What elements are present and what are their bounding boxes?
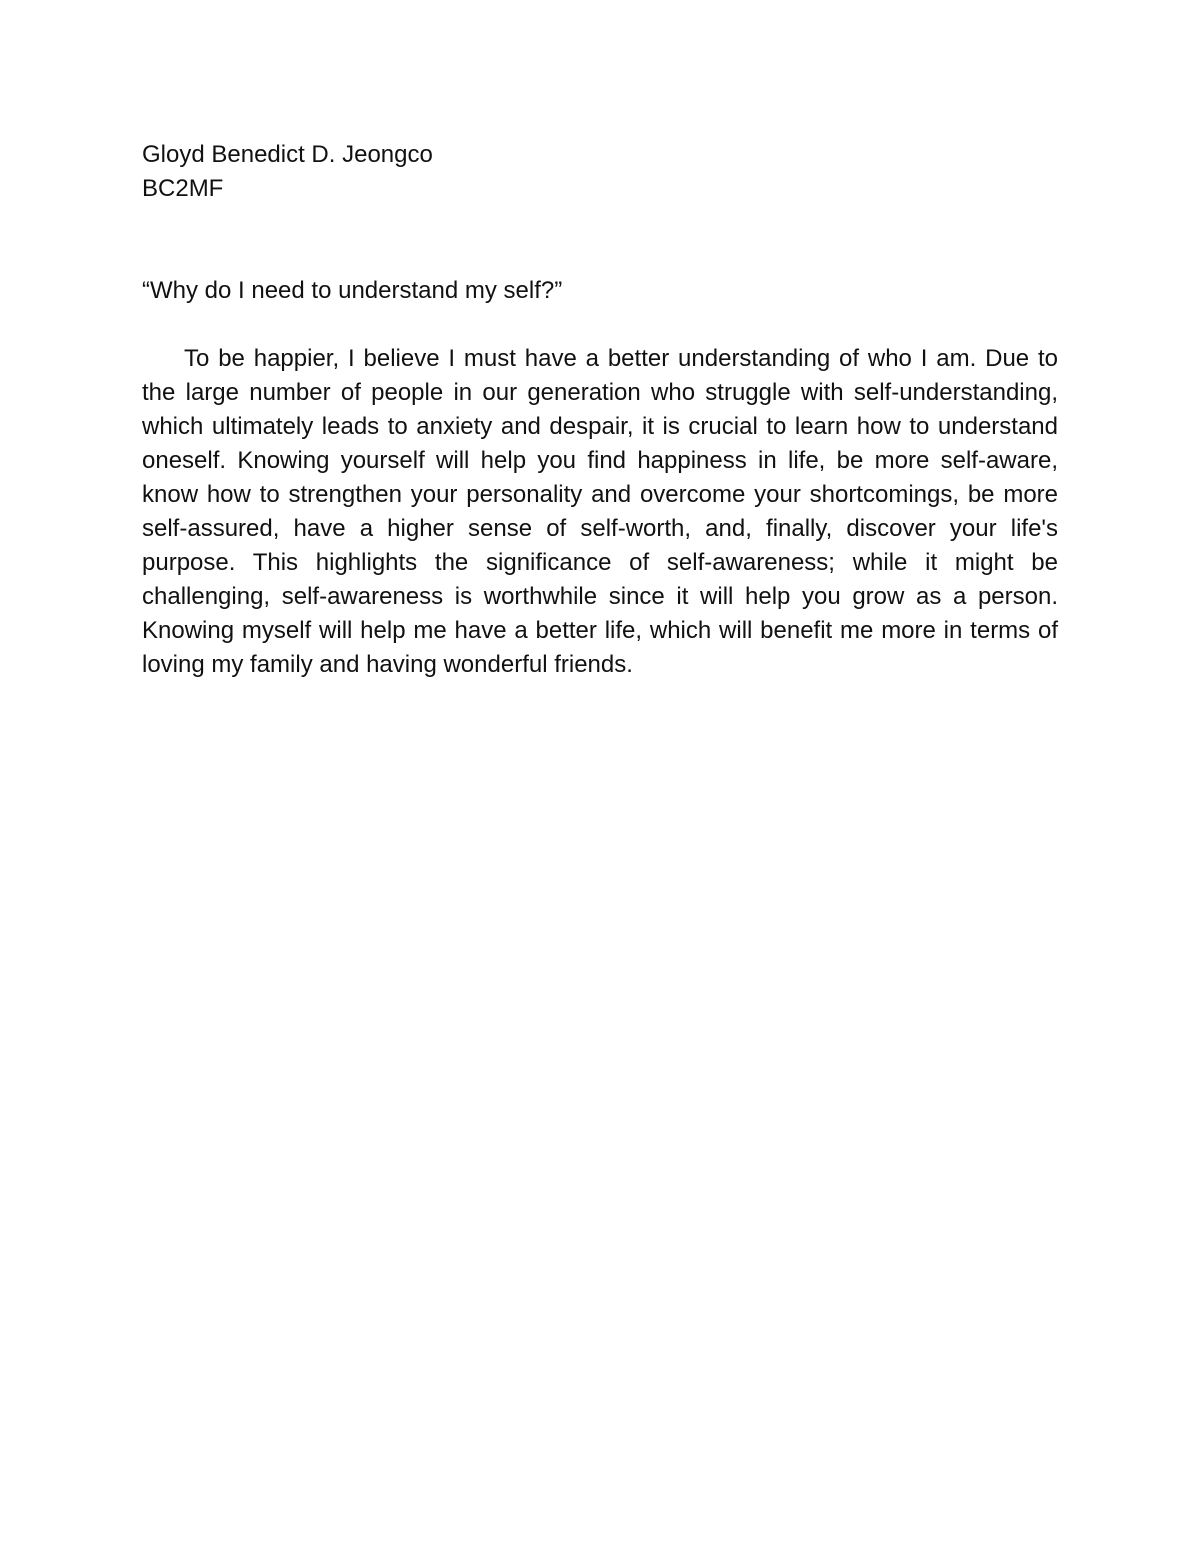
essay-title: “Why do I need to understand my self?” — [142, 277, 563, 304]
author-name: Gloyd Benedict D. Jeongco — [142, 141, 433, 168]
essay-body-paragraph: To be happier, I believe I must have a better understanding of who I am. Due to the large number of people in our generation who struggle with self-understanding, which ultimately leads to anxiety and despair, it is crucial to learn how to understand oneself. Knowing yourself will help you find happiness in life, be more self-aware, know how to strengthen your personality and overcome your shortcomings, be more self-assured, have a higher sense of self-worth, and, finally, discover your life's purpose. This highlights the significance of self-awareness; while it might be challenging, self-awareness is worthwhile since it will help you grow as a person. Knowing myself will help me have a better life, which will benefit me more in terms of loving my family and having wonderful friends. — [142, 345, 1058, 678]
section-code: BC2MF — [142, 175, 224, 202]
